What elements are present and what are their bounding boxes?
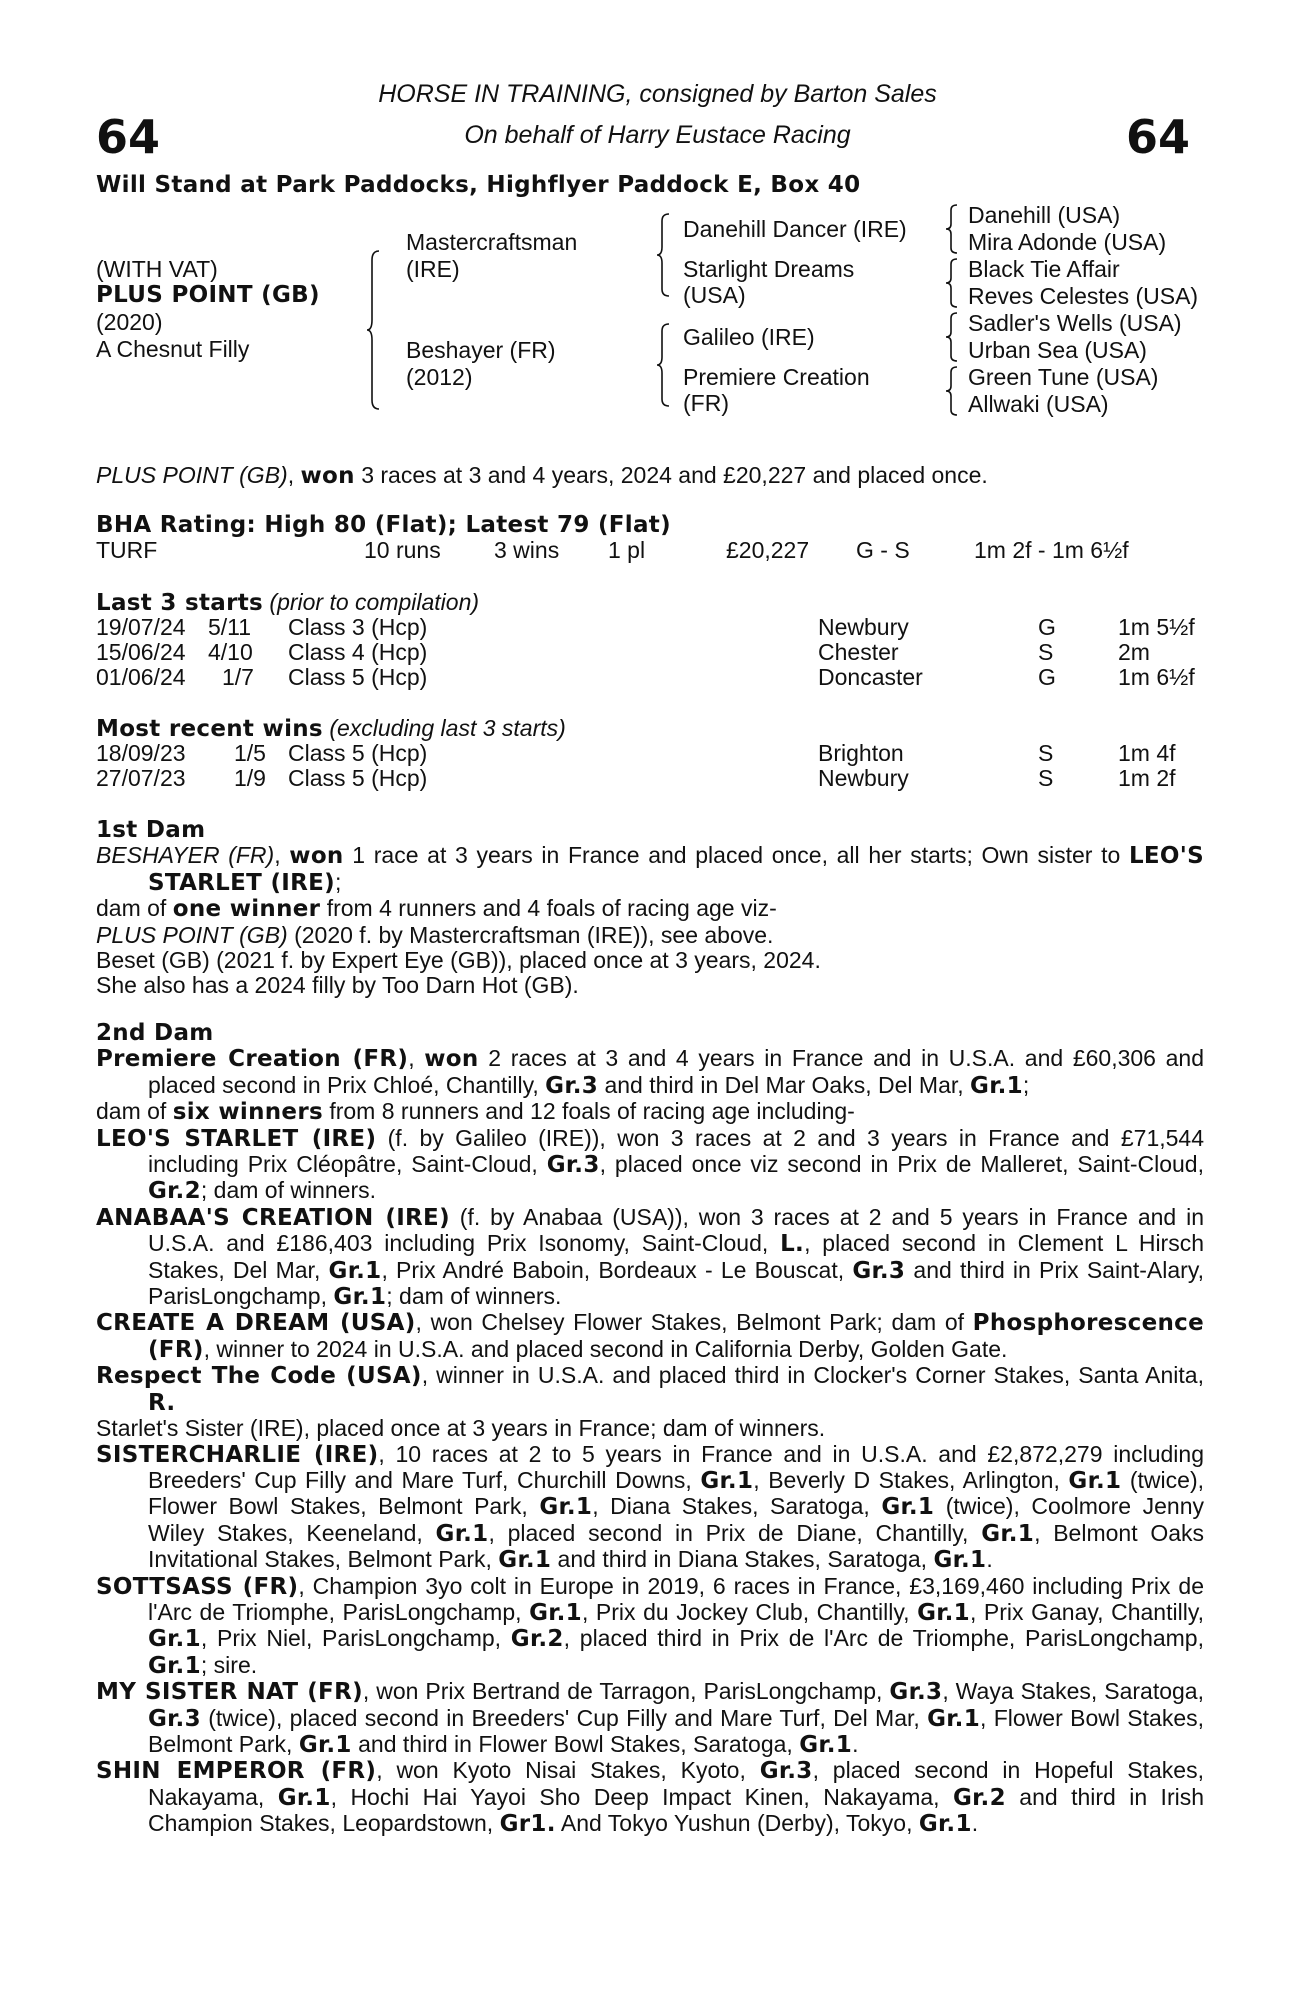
bha-rating: BHA Rating: High 80 (Flat); Latest 79 (Flat) xyxy=(96,512,671,538)
produce-entry-shin-emperor: SHIN EMPEROR (FR), won Kyoto Nisai Stakes, Kyoto, Gr.3, placed second in Hopeful Stakes, Nakayama, Gr.1, Hochi Hai Yayoi Sho Deep Impact Kinen, Nakayama, Gr.2 and third in Irish Champion Stakes, Leopardstown, Gr1. And Tokyo Yushun (Derby), Tokyo, Gr.1. xyxy=(96,1757,1205,1838)
granddam-1: Mira Adonde (USA) xyxy=(968,229,1167,255)
sire-name: Mastercraftsman xyxy=(406,229,578,255)
sire-dam-country: (USA) xyxy=(683,282,746,308)
produce-entry-starlets-sister: Starlet's Sister (IRE), placed once at 3 years in France; dam of winners. xyxy=(96,1415,826,1442)
brace-g3 xyxy=(945,312,963,362)
granddam-4: Allwaki (USA) xyxy=(968,391,1109,417)
brace-dam xyxy=(656,323,676,407)
stand-location: Will Stand at Park Paddocks, Highflyer Paddock E, Box 40 xyxy=(96,172,861,198)
granddam-3: Urban Sea (USA) xyxy=(968,337,1147,363)
produce-entry-leos-starlet: LEO'S STARLET (IRE) (f. by Galileo (IRE)), won 3 races at 2 and 3 years in France and £71,544 including Prix Cléopâtre, Saint-Cloud, Gr.3, placed once viz second in Prix de Malleret, Saint-Cloud, Gr.2; dam of winners. xyxy=(96,1124,1204,1205)
lot-number-left: 64 xyxy=(96,110,161,164)
second-dam-record: Premiere Creation (FR), won 2 races at 3 and 4 years in France and in U.S.A. and £60,306 and placed second in Prix Chloé, Chantilly, Gr.3 and third in Del Mar Oaks, Del Mar, Gr.1; xyxy=(96,1045,1204,1099)
grandsire-1: Danehill (USA) xyxy=(968,202,1121,228)
produce-note: She also has a 2024 filly by Too Darn Hot (GB). xyxy=(96,972,579,999)
turf-record: TURF 10 runs 3 wins 1 pl £20,227 G - S 1m 2f - 1m 6½f xyxy=(96,537,1129,563)
start-row: 01/06/24 1/7 Class 5 (Hcp) Doncaster G 1m 6½f xyxy=(96,664,1195,690)
produce-entry-respect-the-code: Respect The Code (USA), winner in U.S.A. and placed third in Clocker's Corner Stakes, Santa Anita, R. xyxy=(96,1362,1204,1416)
recent-wins-heading: Most recent wins (excluding last 3 starts) xyxy=(96,715,566,742)
produce-entry-create-a-dream: CREATE A DREAM (USA), won Chelsey Flower Stakes, Belmont Park; dam of Phosphorescence (FR), winner to 2024 in U.S.A. and placed second in California Derby, Golden Gate. xyxy=(96,1309,1204,1363)
first-dam-produce-summary: dam of one winner from 4 runners and 4 foals of racing age viz- xyxy=(96,895,777,923)
produce-entry: PLUS POINT (GB) (2020 f. by Mastercraftsman (IRE)), see above. xyxy=(96,921,774,948)
start-row: 15/06/24 4/10 Class 4 (Hcp) Chester S 2m xyxy=(96,639,1150,665)
horse-sex-colour: A Chesnut Filly xyxy=(96,336,250,362)
start-row: 19/07/24 5/11 Class 3 (Hcp) Newbury G 1m 5½f xyxy=(96,614,1195,640)
vat-label: (WITH VAT) xyxy=(96,256,218,282)
produce-entry-sottsass: SOTTSASS (FR), Champion 3yo colt in Europe in 2019, 6 races in France, £3,169,460 including Prix de l'Arc de Triomphe, ParisLongchamp, Gr.1, Prix du Jockey Club, Chantilly, Gr.1, Prix Ganay, Chantilly, Gr.1, Prix Niel, ParisLongchamp, Gr.2, placed third in Prix de l'Arc de Triomphe, ParisLongchamp, Gr.1; sire. xyxy=(96,1572,1204,1679)
race-summary: PLUS POINT (GB), won 3 races at 3 and 4 years, 2024 and £20,227 and placed once. xyxy=(96,462,988,489)
horse-name: PLUS POINT (GB) xyxy=(96,282,320,308)
second-dam-heading: 2nd Dam xyxy=(96,1020,214,1046)
dam-dam: Premiere Creation xyxy=(683,364,870,390)
summary-horse-name: PLUS POINT (GB) xyxy=(96,462,288,488)
brace-g4 xyxy=(945,366,963,416)
foaling-year: (2020) xyxy=(96,309,163,335)
last-starts-heading: Last 3 starts (prior to compilation) xyxy=(96,589,480,616)
dam-dam-country: (FR) xyxy=(683,390,729,416)
produce-entry-my-sister-nat: MY SISTER NAT (FR), won Prix Bertrand de Tarragon, ParisLongchamp, Gr.3, Waya Stakes, Saratoga, Gr.3 (twice), placed second in Breeders' Cup Filly and Mare Turf, Del Mar, Gr.1, Flower Bowl Stakes, Belmont Park, Gr.1 and third in Flower Bowl Stakes, Saratoga, Gr.1. xyxy=(96,1678,1204,1758)
produce-entry: Beset (GB) (2021 f. by Expert Eye (GB)), placed once at 3 years, 2024. xyxy=(96,947,821,974)
grandsire-4: Green Tune (USA) xyxy=(968,364,1159,390)
first-dam-heading: 1st Dam xyxy=(96,817,206,843)
produce-entry-sistercharlie: SISTERCHARLIE (IRE), 10 races at 2 to 5 years in France and in U.S.A. and £2,872,279 including Breeders' Cup Filly and Mare Turf, Churchill Downs, Gr.1, Beverly D Stakes, Arlington, Gr.1 (twice), Flower Bowl Stakes, Belmont Park, Gr.1, Diana Stakes, Saratoga, Gr.1 (twice), Coolmore Jenny Wiley Stakes, Keeneland, Gr.1, placed second in Prix de Diane, Chantilly, Gr.1, Belmont Oaks Invitational Stakes, Belmont Park, Gr.1 and third in Diana Stakes, Saratoga, Gr.1. xyxy=(96,1440,1205,1574)
dam-year: (2012) xyxy=(406,364,473,390)
first-dam-section xyxy=(96,818,1204,999)
dam-sire: Galileo (IRE) xyxy=(683,324,815,350)
sire-sire: Danehill Dancer (IRE) xyxy=(683,216,907,242)
first-dam-record: BESHAYER (FR), won 1 race at 3 years in France and placed once, all her starts; Own sister to LEO'S STARLET (IRE); xyxy=(96,842,1204,896)
win-row: 18/09/23 1/5 Class 5 (Hcp) Brighton S 1m 4f xyxy=(96,740,1176,766)
dam-name: Beshayer (FR) xyxy=(406,337,556,363)
second-dam-section xyxy=(96,1021,1204,1838)
behalf-line: On behalf of Harry Eustace Racing xyxy=(464,121,851,149)
produce-entry-anabaas-creation: ANABAA'S CREATION (IRE) (f. by Anabaa (USA)), won 3 races at 2 and 5 years in France and in U.S.A. and £186,403 including Prix Isonomy, Saint-Cloud, L., placed second in Clement L Hirsch Stakes, Del Mar, Gr.1, Prix André Baboin, Bordeaux - Le Bouscat, Gr.3 and third in Prix Saint-Alary, ParisLongchamp, Gr.1; dam of winners. xyxy=(96,1203,1205,1311)
win-row: 27/07/23 1/9 Class 5 (Hcp) Newbury S 1m 2f xyxy=(96,765,1176,791)
brace-g2 xyxy=(945,258,963,308)
brace-g1 xyxy=(945,204,963,254)
brace-sire xyxy=(656,213,676,297)
second-dam-produce-summary: dam of six winners from 8 runners and 12 foals of racing age including- xyxy=(96,1098,855,1126)
lot-number-right: 64 xyxy=(1126,110,1191,164)
grandsire-2: Black Tie Affair xyxy=(968,256,1120,282)
brace-horse xyxy=(366,250,386,410)
consignment-line: HORSE IN TRAINING, consigned by Barton Sales xyxy=(378,80,937,108)
sire-country: (IRE) xyxy=(406,256,460,282)
grandsire-3: Sadler's Wells (USA) xyxy=(968,310,1182,336)
sire-dam: Starlight Dreams xyxy=(683,256,855,282)
granddam-2: Reves Celestes (USA) xyxy=(968,283,1199,309)
